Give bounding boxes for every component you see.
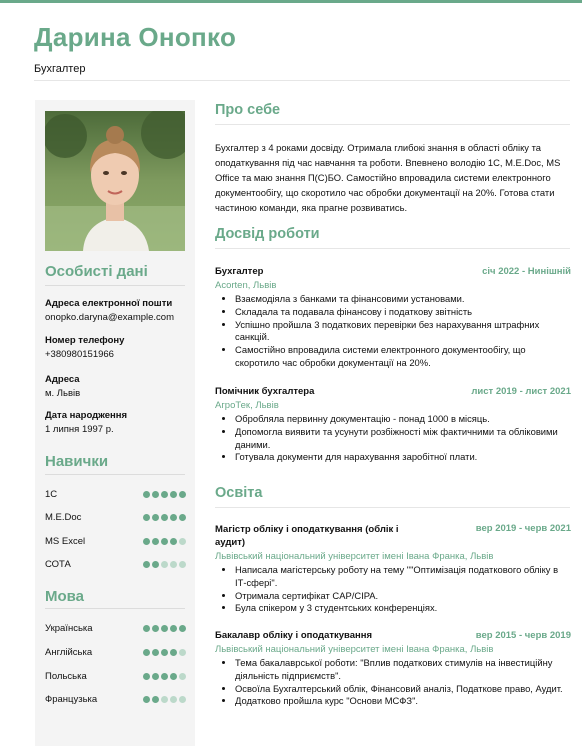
rating-dot-empty: [170, 696, 177, 703]
rating-dot-filled: [161, 538, 168, 545]
rating-dot-filled: [161, 491, 168, 498]
list-item: • Написала магістерську роботу на тему ""Оптимізація податкового обліку в ІТ-сфері".: [235, 564, 565, 590]
degree-details: [215, 564, 565, 615]
skill-rating: [143, 514, 186, 521]
degree-details: [215, 657, 565, 708]
sidebar: [35, 100, 195, 746]
skill-name: СОТА: [45, 559, 71, 570]
skill-item: [45, 512, 186, 524]
language-name: Англійська: [45, 647, 93, 658]
skills-heading: Навички: [45, 453, 109, 470]
rating-dot-filled: [143, 514, 150, 521]
language-item: [45, 671, 186, 683]
language-name: Польська: [45, 671, 87, 682]
education-heading: Освіта: [215, 485, 263, 501]
education-divider: [215, 507, 570, 508]
skill-rating: [143, 561, 186, 568]
language-rating: [143, 696, 186, 703]
list-item: • Була спікером у 3 студентських конференціях.: [235, 602, 565, 615]
rating-dot-empty: [179, 696, 186, 703]
rating-dot-filled: [143, 491, 150, 498]
list-item: • Складала та подавала фінансову і податкову звітність: [235, 306, 565, 319]
rating-dot-empty: [179, 538, 186, 545]
skill-name: 1С: [45, 489, 58, 500]
languages-divider: [45, 608, 185, 609]
profile-photo: [45, 111, 185, 251]
language-item: [45, 623, 186, 635]
list-item: • Тема бакалаврської роботи: "Вплив податкових стимулів на інвестиційну діяльність підприємств".: [235, 657, 565, 683]
rating-dot-filled: [152, 673, 159, 680]
job-date: січ 2022 - Нинішній: [482, 266, 571, 277]
job-date: лист 2019 - лист 2021: [471, 386, 571, 397]
languages-heading: Мова: [45, 588, 85, 605]
school-name: Львівський національний університет імені Івана Франка, Львів: [215, 644, 494, 655]
rating-dot-filled: [170, 625, 177, 632]
rating-dot-filled: [161, 649, 168, 656]
job-company: Acorten, Львів: [215, 280, 277, 291]
rating-dot-filled: [170, 514, 177, 521]
rating-dot-filled: [152, 514, 159, 521]
language-rating: [143, 625, 186, 632]
about-heading: Про себе: [215, 102, 281, 118]
list-item: • Освоїла Бухгалтерський облік, Фінансовий аналіз, Податкове право, Аудит.: [235, 683, 565, 696]
rating-dot-filled: [143, 673, 150, 680]
list-item: • Отримала сертифікат CAP/CIPA.: [235, 590, 565, 603]
experience-divider: [215, 248, 570, 249]
rating-dot-filled: [152, 625, 159, 632]
rating-dot-empty: [161, 696, 168, 703]
rating-dot-filled: [152, 491, 159, 498]
rating-dot-filled: [143, 625, 150, 632]
rating-dot-filled: [170, 491, 177, 498]
rating-dot-empty: [161, 561, 168, 568]
job-title: Помічник бухгалтера: [215, 386, 315, 397]
skill-rating: [143, 491, 186, 498]
address-label: Адреса: [45, 374, 80, 385]
resume-header: [34, 22, 570, 75]
rating-dot-filled: [179, 514, 186, 521]
birthdate-value: 1 липня 1997 р.: [45, 424, 114, 435]
degree-title: Магістр обліку і оподаткування (облік і аудит): [215, 524, 399, 548]
personal-info-heading: Особисті дані: [45, 263, 148, 280]
rating-dot-filled: [143, 561, 150, 568]
language-rating: [143, 673, 186, 680]
degree-date: вер 2019 - черв 2021: [475, 523, 571, 534]
header-divider: [34, 80, 570, 81]
language-name: Українська: [45, 623, 93, 634]
language-name: Французька: [45, 694, 98, 705]
phone-label: Номер телефону: [45, 335, 125, 346]
list-item: • Допомогла виявити та усунути розбіжності між фактичними та обліковими даними.: [235, 426, 565, 452]
degree-title: Бакалавр обліку і оподаткування: [215, 630, 373, 641]
skill-name: MS Excel: [45, 536, 86, 547]
rating-dot-filled: [161, 625, 168, 632]
rating-dot-filled: [161, 673, 168, 680]
rating-dot-filled: [143, 696, 150, 703]
rating-dot-filled: [152, 696, 159, 703]
candidate-role: Бухгалтер: [34, 63, 86, 75]
rating-dot-empty: [179, 561, 186, 568]
address-value: м. Львів: [45, 388, 81, 399]
rating-dot-empty: [170, 561, 177, 568]
rating-dot-filled: [161, 514, 168, 521]
language-rating: [143, 649, 186, 656]
rating-dot-filled: [179, 625, 186, 632]
phone-value: +380980151966: [45, 349, 114, 360]
email-label: Адреса електронної пошти: [45, 298, 173, 309]
skill-item: [45, 536, 186, 548]
school-name: Львівський національний університет імені Івана Франка, Львів: [215, 551, 494, 562]
rating-dot-filled: [152, 649, 159, 656]
list-item: • Взаємодіяла з банками та фінансовими установами.: [235, 293, 565, 306]
list-item: • Обробляла первинну документацію - понад 1000 в місяць.: [235, 413, 565, 426]
job-company: АгроТек, Львів: [215, 400, 279, 411]
email-value: onopko.daryna@example.com: [45, 312, 174, 323]
skills-divider: [45, 474, 185, 475]
about-divider: [215, 124, 570, 125]
rating-dot-filled: [170, 538, 177, 545]
rating-dot-filled: [170, 673, 177, 680]
language-item: [45, 694, 186, 706]
skill-item: [45, 559, 186, 571]
list-item: • Успішно пройшла 3 податкових перевірки без нарахування штрафних санкцій.: [235, 319, 565, 345]
rating-dot-filled: [152, 561, 159, 568]
skill-item: [45, 489, 186, 501]
degree-date: вер 2015 - черв 2019: [475, 630, 571, 641]
rating-dot-filled: [152, 538, 159, 545]
experience-heading: Досвід роботи: [215, 226, 320, 242]
about-text: Бухгалтер з 4 роками досвіду. Отримала глибокі знання в області обліку та оподаткування під час навчання та роботи. Впевнено володію 1С, M.E.Doc, MS Office та маю знання П(С)БО. Самостійно впровадила системи електронного документообігу, що скоротило час обробки документації на 20%. Готова стати частиною команди, яка прагне розвиватись.: [215, 142, 561, 213]
skill-name: M.E.Doc: [45, 512, 82, 523]
rating-dot-filled: [143, 538, 150, 545]
rating-dot-filled: [170, 649, 177, 656]
birthdate-label: Дата народження: [45, 410, 128, 421]
list-item: • Самостійно впровадила системи електронного документообігу, що скоротило час обробки документації на 20%.: [235, 344, 565, 370]
job-duties: [215, 413, 565, 464]
rating-dot-filled: [179, 491, 186, 498]
personal-info-divider: [45, 285, 185, 286]
job-duties: [215, 293, 565, 370]
job-title: Бухгалтер: [215, 266, 264, 277]
rating-dot-empty: [179, 673, 186, 680]
list-item: • Готувала документи для нарахування заробітної плати.: [235, 451, 565, 464]
list-item: • Додатково пройшла курс "Основи МСФЗ".: [235, 695, 565, 708]
rating-dot-empty: [179, 649, 186, 656]
skill-rating: [143, 538, 186, 545]
candidate-name: Дарина Онопко: [34, 22, 237, 52]
language-item: [45, 647, 186, 659]
top-accent-bar: [0, 0, 582, 3]
rating-dot-filled: [143, 649, 150, 656]
